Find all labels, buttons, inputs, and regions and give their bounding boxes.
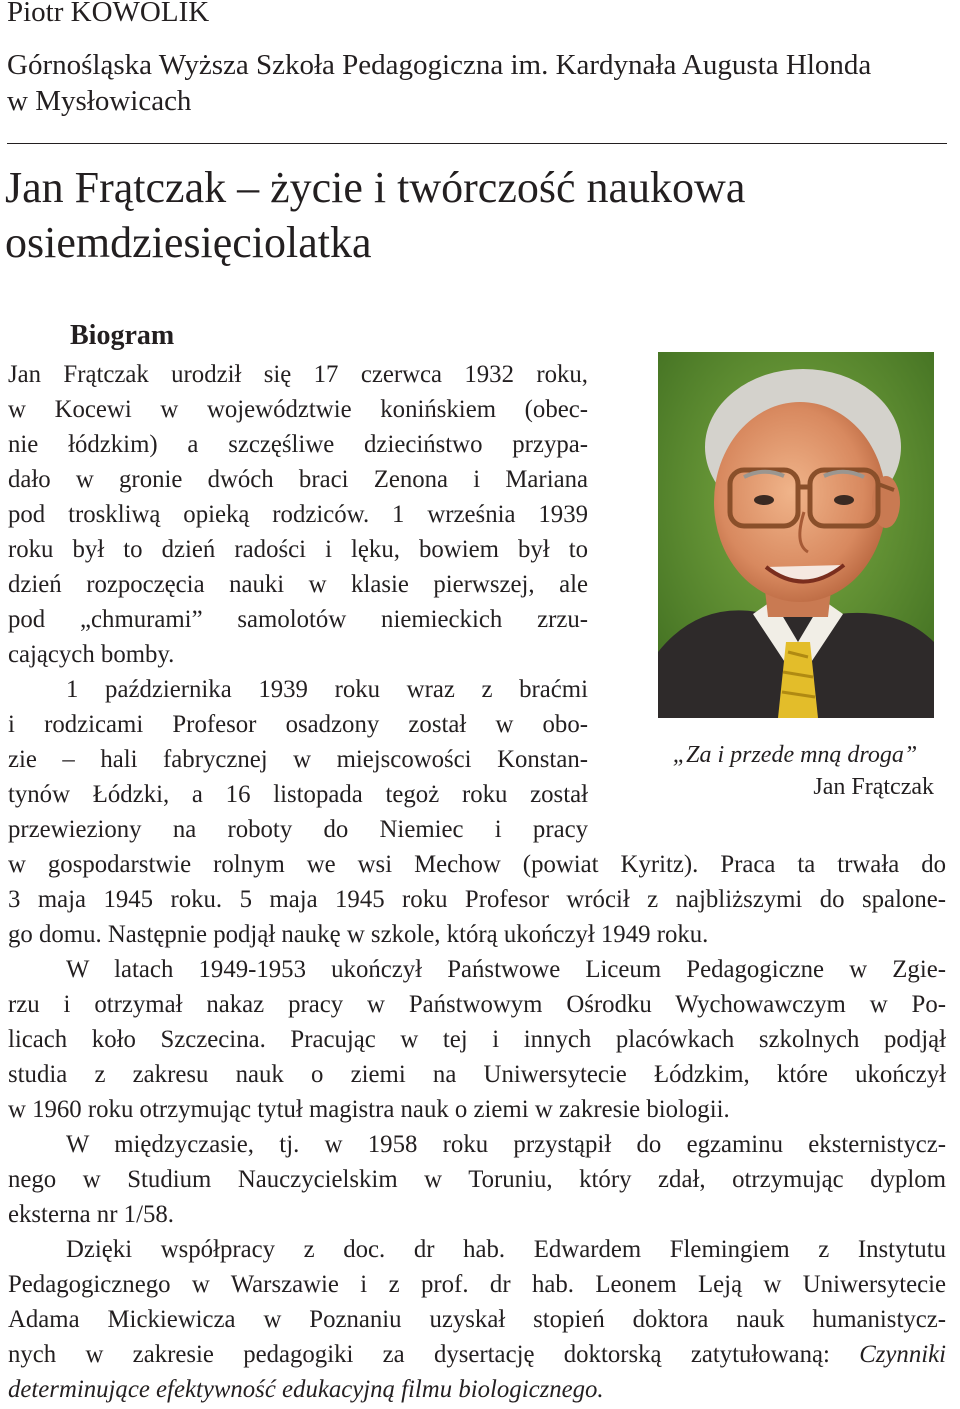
body-line: w gospodarstwie rolnym we wsi Mechow (powiat Kyritz). Praca ta trwała do	[8, 851, 946, 878]
body-line: w Kocewi w województwie konińskiem (obec-	[8, 396, 588, 423]
body-line: zie – hali fabrycznej w miejscowości Konstan-	[8, 746, 588, 773]
header-rule	[7, 143, 947, 144]
italic-title-start: Czynniki	[859, 1341, 946, 1368]
affiliation-line-1: Górnośląska Wyższa Szkoła Pedagogiczna im. Kardynała Augusta Hlonda	[7, 49, 872, 81]
body-line: nego w Studium Nauczycielskim w Toruniu, który zdał, otrzymując dyplom	[8, 1166, 946, 1193]
article-title-line-2: osiemdziesięciolatka	[5, 218, 372, 267]
body-line	[8, 1372, 604, 1407]
body-line: tynów Łódzki, a 16 listopada tegoż roku został	[8, 781, 588, 808]
body-line: Adama Mickiewicza w Poznaniu uzyskał stopień doktora nauk humanistycz-	[8, 1306, 946, 1333]
body-line-with-italic	[8, 1337, 946, 1372]
article-title-line-1: Jan Frątczak – życie i twórczość naukowa	[5, 163, 746, 212]
body-line: dało w gronie dwóch braci Zenona i Mariana	[8, 466, 588, 493]
portrait-photo	[658, 352, 934, 718]
body-line: dzień rozpoczęcia nauki w klasie pierwszej, ale	[8, 571, 588, 598]
body-line: 3 maja 1945 roku. 5 maja 1945 roku Profesor wrócił z najbliższymi do spalone-	[8, 886, 946, 913]
body-line: pod troskliwą opieką rodziców. 1 września 1939	[8, 501, 588, 528]
body-line: rzu i otrzymał nakaz pracy w Państwowym Ośrodku Wychowawczym w Po-	[8, 991, 946, 1018]
body-line: nie łódzkim) a szczęśliwe dzieciństwo przypa-	[8, 431, 588, 458]
italic-title-end: determinujące efektywność edukacyjną filmu biologicznego.	[8, 1376, 604, 1403]
body-line: w 1960 roku otrzymując tytuł magistra nauk o ziemi w zakresie biologii.	[8, 1096, 730, 1123]
body-line: Jan Frątczak urodził się 17 czerwca 1932 roku,	[8, 361, 588, 388]
section-heading: Biogram	[70, 320, 175, 351]
photo-caption-name: Jan Frątczak	[813, 774, 934, 800]
body-line: cających bomby.	[8, 641, 175, 668]
body-line: eksterna nr 1/58.	[8, 1201, 174, 1228]
body-line: roku był to dzień radości i lęku, bowiem był to	[8, 536, 588, 563]
body-line: pod „chmurami” samolotów niemieckich zrzu-	[8, 606, 588, 633]
body-line: i rodzicami Profesor osadzony został w obo-	[8, 711, 588, 738]
body-line: Pedagogicznego w Warszawie i z prof. dr hab. Leonem Leją w Uniwersytecie	[8, 1271, 946, 1298]
body-line: 1 października 1939 roku wraz z braćmi	[66, 676, 588, 703]
body-line: licach koło Szczecina. Pracując w tej i innych placówkach szkolnych podjął	[8, 1026, 946, 1053]
affiliation-line-2: w Mysłowicach	[7, 85, 192, 117]
body-line: studia z zakresu nauk o ziemi na Uniwersytecie Łódzkim, które ukończył	[8, 1061, 946, 1088]
body-line: W międzyczasie, tj. w 1958 roku przystąpił do egzaminu eksternistycz-	[66, 1131, 946, 1158]
photo-caption-quote: „Za i przede mną droga”	[672, 742, 918, 768]
body-text: nych w zakresie pedagogiki za dysertację doktorską zatytułowaną:	[8, 1341, 860, 1368]
author-name: Piotr KOWOLIK	[7, 0, 210, 28]
body-line: Dzięki współpracy z doc. dr hab. Edwardem Flemingiem z Instytutu	[66, 1236, 946, 1263]
body-line: przewieziony na roboty do Niemiec i pracy	[8, 816, 588, 843]
body-line: W latach 1949-1953 ukończył Państwowe Liceum Pedagogiczne w Zgie-	[66, 956, 946, 983]
body-line: go domu. Następnie podjął naukę w szkole, którą ukończył 1949 roku.	[8, 921, 709, 948]
